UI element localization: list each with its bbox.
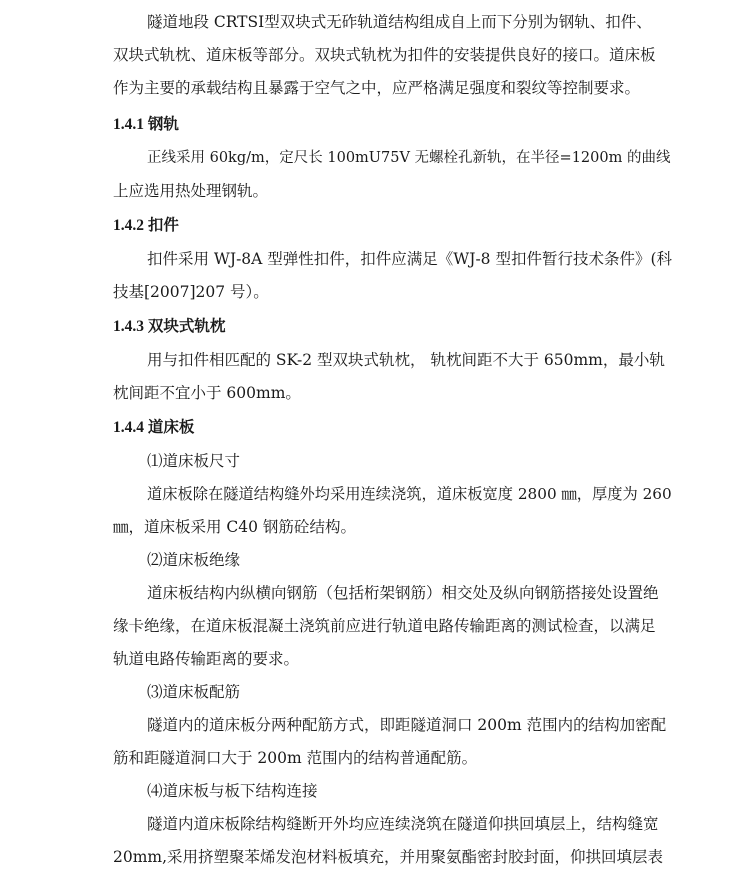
paragraph-line: 道床板除在隧道结构缝外均采用连续浇筑，道床板宽度 2800 ㎜，厚度为 260 [147, 485, 672, 503]
paragraph-line: 扣件采用 WJ-8A 型弹性扣件，扣件应满足《WJ-8 型扣件暂行技术条件》(科 [147, 250, 673, 268]
subsection-title: ⑴道床板尺寸 [147, 452, 241, 470]
paragraph-line: 道床板结构内纵横向钢筋（包括桁架钢筋）相交处及纵向钢筋搭接处设置绝 [147, 584, 659, 602]
section-heading-1-4-3: 1.4.3 双块式轨枕 [113, 318, 226, 335]
section-heading-1-4-1: 1.4.1 钢轨 [113, 116, 179, 133]
paragraph-line: 隧道内道床板除结构缝断开外均应连续浇筑在隧道仰拱回填层上，结构缝宽 [147, 815, 659, 833]
paragraph-line: 轨道电路传输距离的要求。 [113, 650, 300, 668]
section-heading-1-4-4: 1.4.4 道床板 [113, 419, 195, 436]
subsection-title: ⑵道床板绝缘 [147, 551, 241, 569]
paragraph-line: 用与扣件相匹配的 SK-2 型双块式轨枕， 轨枕间距不大于 650mm，最小轨 [147, 351, 665, 369]
subsection-title: ⑶道床板配筋 [147, 683, 241, 701]
paragraph-line: 隧道地段 CRTSⅠ型双块式无砟轨道结构组成自上而下分别为钢轨、扣件、 [147, 13, 652, 31]
paragraph-line: 上应选用热处理钢轨。 [113, 182, 269, 200]
paragraph-line: 双块式轨枕、道床板等部分。双块式轨枕为扣件的安装提供良好的接口。道床板 [113, 46, 656, 64]
paragraph-line: ㎜，道床板采用 C40 钢筋砼结构。 [113, 518, 356, 536]
paragraph-line: 作为主要的承载结构且暴露于空气之中，应严格满足强度和裂纹等控制要求。 [113, 79, 641, 97]
paragraph-line: 枕间距不宜小于 600mm。 [113, 384, 301, 402]
paragraph-line: 缘卡绝缘，在道床板混凝土浇筑前应进行轨道电路传输距离的测试检查，以满足 [113, 617, 656, 635]
paragraph-line: 20mm,采用挤塑聚苯烯发泡材料板填充，并用聚氨酯密封胶封面，仰拱回填层表 [113, 848, 664, 866]
subsection-title: ⑷道床板与板下结构连接 [147, 782, 318, 800]
paragraph-line: 技基[2007]207 号）。 [113, 283, 269, 301]
paragraph-line: 正线采用 60kg/m，定尺长 100mU75V 无螺栓孔新轨，在半径=1200m 的曲线 [147, 150, 671, 166]
section-heading-1-4-2: 1.4.2 扣件 [113, 217, 179, 234]
paragraph-line: 筋和距隧道洞口大于 200m 范围内的结构普通配筋。 [113, 749, 478, 767]
paragraph-line: 隧道内的道床板分两种配筋方式，即距隧道洞口 200m 范围内的结构加密配 [147, 716, 667, 734]
